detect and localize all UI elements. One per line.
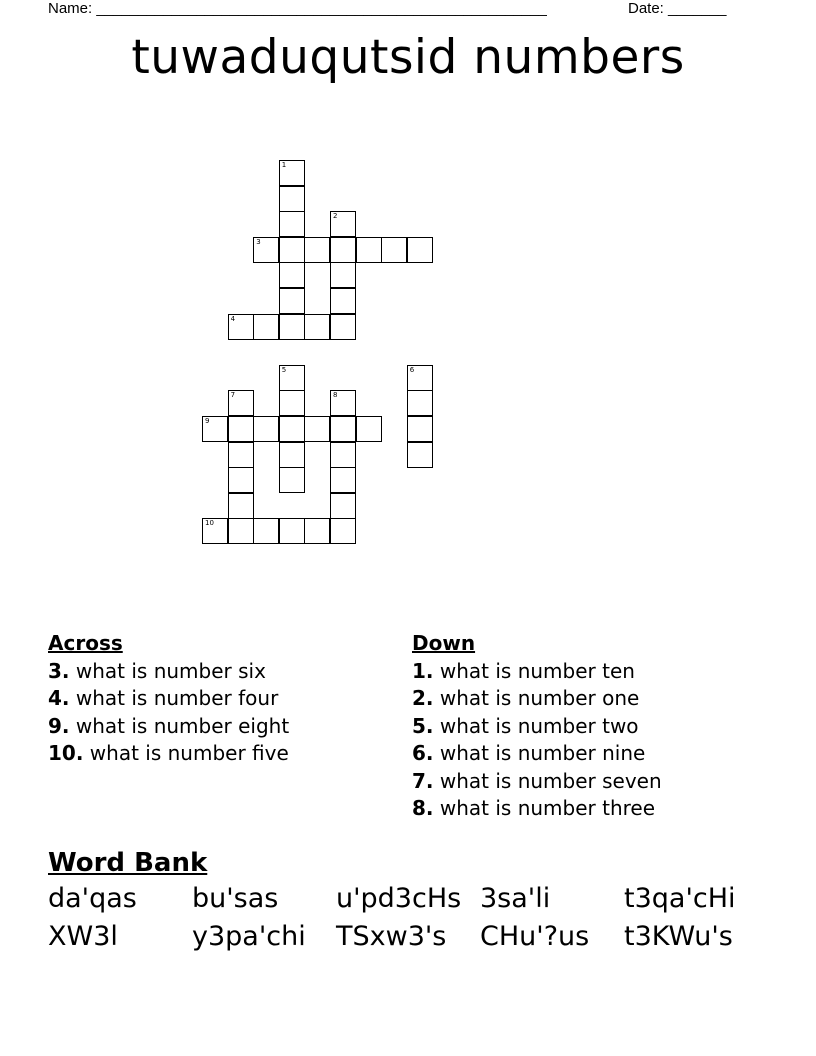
- name-line: Name: ______________________________________________________: [48, 0, 547, 17]
- cell-number: 10: [205, 519, 214, 528]
- crossword-cell[interactable]: [304, 416, 330, 442]
- crossword-cell[interactable]: [330, 518, 356, 544]
- crossword-cell[interactable]: [407, 365, 433, 391]
- word-bank-item: u'pd3cHs: [336, 883, 462, 914]
- word-bank-item: da'qas: [48, 883, 137, 914]
- clue-number: 1.: [412, 658, 434, 683]
- crossword-cell[interactable]: [407, 442, 433, 468]
- clue-text: what is number four: [75, 686, 279, 710]
- clue-item: [412, 795, 662, 823]
- clue-text: what is number one: [439, 686, 640, 710]
- crossword-cell[interactable]: [330, 493, 356, 519]
- clue-number: 4.: [48, 686, 70, 710]
- crossword-cell[interactable]: [253, 314, 279, 340]
- crossword-cell[interactable]: [279, 416, 305, 442]
- crossword-cell[interactable]: [407, 237, 433, 263]
- crossword-cell[interactable]: [279, 442, 305, 468]
- crossword-cell[interactable]: [279, 262, 305, 288]
- clue-item: [48, 658, 289, 686]
- crossword-cell[interactable]: [279, 365, 305, 391]
- word-bank-title: Word Bank: [48, 848, 208, 878]
- crossword-cell[interactable]: [330, 237, 356, 263]
- clue-number: 2.: [412, 686, 434, 710]
- crossword-cell[interactable]: [228, 416, 254, 442]
- word-bank-item: 3sa'li: [480, 883, 551, 914]
- word-bank-item: CHu'?us: [480, 921, 590, 952]
- across-clues: [48, 630, 289, 768]
- crossword-cell[interactable]: [228, 442, 254, 468]
- cell-number: 3: [256, 237, 261, 246]
- crossword-cell[interactable]: [330, 416, 356, 442]
- clue-text: what is number ten: [439, 658, 635, 683]
- word-bank-item: y3pa'chi: [192, 921, 306, 952]
- clue-item: [412, 740, 662, 768]
- date-line: Date: _______: [628, 0, 727, 17]
- crossword-cell[interactable]: [407, 390, 433, 416]
- crossword-cell[interactable]: [407, 416, 433, 442]
- clue-item: [412, 768, 662, 796]
- crossword-cell[interactable]: [253, 416, 279, 442]
- cell-number: 4: [230, 314, 236, 323]
- crossword-cell[interactable]: [330, 467, 356, 493]
- crossword-cell[interactable]: [304, 314, 330, 340]
- crossword-cell[interactable]: [279, 211, 305, 237]
- crossword-cell[interactable]: [279, 160, 305, 186]
- cell-number: 1: [281, 161, 287, 169]
- down-heading: Down: [412, 631, 476, 655]
- crossword-cell[interactable]: [228, 467, 254, 493]
- crossword-cell[interactable]: [279, 237, 305, 263]
- clue-number: 9.: [48, 713, 70, 738]
- crossword-cell[interactable]: [279, 314, 305, 340]
- clue-text: what is number six: [75, 658, 266, 683]
- clue-number: 6.: [412, 741, 434, 765]
- down-clues: [412, 630, 662, 823]
- cell-number: 6: [409, 365, 415, 374]
- crossword-cell[interactable]: [330, 288, 356, 314]
- clue-item: [48, 713, 289, 741]
- clue-item: [412, 685, 662, 713]
- clue-number: 8.: [412, 796, 434, 820]
- clue-number: 10.: [48, 741, 84, 765]
- crossword-cell[interactable]: [279, 518, 305, 544]
- clue-item: [48, 740, 289, 768]
- crossword-cell[interactable]: [228, 518, 254, 544]
- clue-item: [412, 658, 662, 686]
- clue-text: what is number two: [439, 713, 639, 738]
- crossword-cell[interactable]: [356, 416, 382, 442]
- clue-number: 7.: [412, 768, 434, 793]
- word-bank-item: t3qa'cHi: [624, 883, 736, 914]
- clue-text: what is number nine: [439, 741, 646, 765]
- across-heading: Across: [48, 631, 123, 655]
- crossword-cell[interactable]: [202, 518, 228, 544]
- crossword-cell[interactable]: [202, 416, 228, 442]
- word-bank-item: XW3l: [48, 921, 118, 952]
- crossword-cell[interactable]: [279, 467, 305, 493]
- clue-number: 3.: [48, 658, 70, 683]
- word-bank-item: bu'sas: [192, 883, 279, 914]
- crossword-cell[interactable]: [253, 518, 279, 544]
- cell-number: 7: [230, 391, 236, 400]
- cell-number: 8: [333, 391, 338, 400]
- cell-number: 5: [281, 365, 287, 374]
- crossword-cell[interactable]: [304, 518, 330, 544]
- crossword-cell[interactable]: [304, 237, 330, 263]
- cell-number: 9: [205, 417, 210, 425]
- clue-text: what is number five: [89, 741, 289, 765]
- clue-item: [48, 685, 289, 713]
- word-bank-item: TSxw3's: [336, 921, 447, 952]
- crossword-cell[interactable]: [228, 493, 254, 519]
- crossword-cell[interactable]: [228, 314, 254, 340]
- crossword-cell[interactable]: [330, 442, 356, 468]
- clue-text: what is number seven: [439, 768, 662, 793]
- crossword-cell[interactable]: [356, 237, 382, 263]
- crossword-cell[interactable]: [279, 390, 305, 416]
- crossword-cell[interactable]: [330, 390, 356, 416]
- crossword-cell[interactable]: [381, 237, 407, 263]
- crossword-cell[interactable]: [253, 237, 279, 263]
- clue-item: [412, 713, 662, 741]
- clue-number: 5.: [412, 713, 434, 738]
- page-title: tuwaduqutsid numbers: [131, 30, 685, 85]
- clue-text: what is number eight: [75, 713, 290, 738]
- cell-number: 2: [333, 212, 338, 221]
- crossword-cell[interactable]: [228, 390, 254, 416]
- clue-text: what is number three: [439, 796, 656, 820]
- crossword-cell[interactable]: [279, 288, 305, 314]
- crossword-cell[interactable]: [279, 186, 305, 212]
- word-bank-item: t3KWu's: [624, 921, 733, 952]
- crossword-cell[interactable]: [330, 262, 356, 288]
- crossword-cell[interactable]: [330, 314, 356, 340]
- crossword-cell[interactable]: [330, 211, 356, 237]
